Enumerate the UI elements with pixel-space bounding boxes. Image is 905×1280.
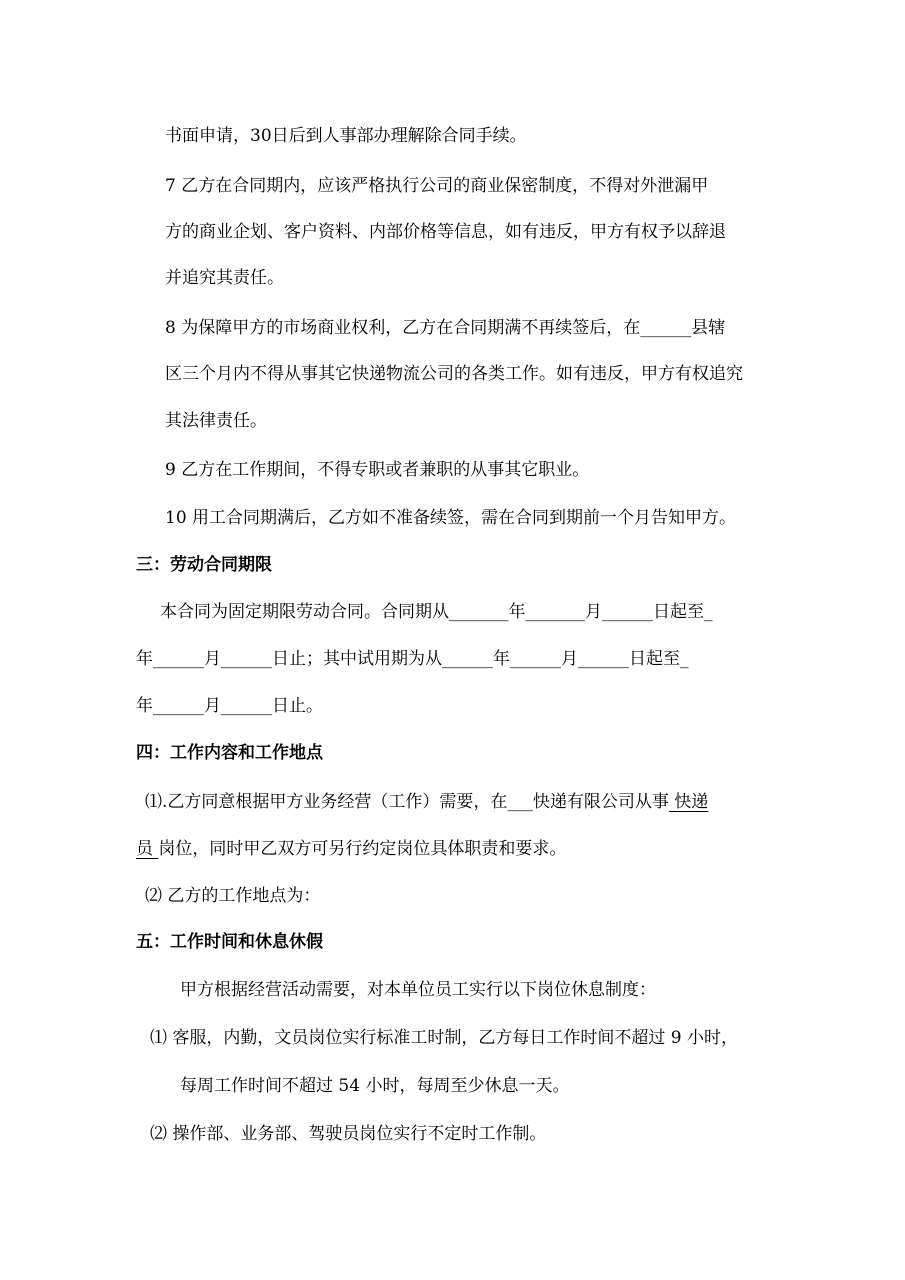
county-blank: ______ <box>640 318 692 338</box>
work-content-text: ⑴.乙方同意根据甲方业务经营（工作）需要，在___快递有限公司从事 <box>145 792 669 812</box>
section-4-heading: 四：工作内容和工作地点 <box>136 743 323 763</box>
clause-10: 10 用工合同期满后，乙方如不准备续签，需在合同到期前一个月告知甲方。 <box>165 508 737 528</box>
position-name-part-1: 快递 <box>668 792 709 812</box>
contract-term-line-1: 本合同为固定期限劳动合同。合同期从_______年_______月______日起至_ <box>160 602 713 622</box>
position-name-part-2: 员 <box>136 839 159 859</box>
county-suffix: 县辖 <box>691 318 726 338</box>
work-location: ⑵ 乙方的工作地点为： <box>145 886 321 906</box>
clause-7-line-1: 7 乙方在合同期内，应该严格执行公司的商业保密制度，不得对外泄漏甲 <box>165 176 709 196</box>
clause-6-continuation: 书面申请，30日后到人事部办理解除合同手续。 <box>165 126 527 146</box>
clause-9: 9 乙方在工作期间，不得专职或者兼职的从事其它职业。 <box>165 460 590 480</box>
section-5-heading: 五：工作时间和休息休假 <box>136 932 323 952</box>
contract-term-line-2: 年______月______日止；其中试用期为从______年______月______日起至_ <box>136 649 689 669</box>
contract-term-line-3: 年______月______日止。 <box>136 696 323 716</box>
work-content-line-1 <box>145 790 708 814</box>
clause-8-line-2: 区三个月内不得从事其它快递物流公司的各类工作。如有违反，甲方有权追究 <box>165 364 743 384</box>
flexible-hours: ⑵ 操作部、业务部、驾驶员岗位实行不定时工作制。 <box>150 1124 547 1144</box>
section-3-heading: 三：劳动合同期限 <box>136 555 272 575</box>
clause-8-line-1 <box>165 316 725 340</box>
clause-8-line-3: 其法律责任。 <box>165 411 267 431</box>
clause-7-line-2: 方的商业企划、客户资料、内部价格等信息，如有违反，甲方有权予以辞退 <box>165 222 726 242</box>
work-content-line-2 <box>136 837 566 861</box>
rest-system-intro: 甲方根据经营活动需要，对本单位员工实行以下岗位休息制度： <box>180 980 656 1000</box>
standard-hours-line-2: 每周工作时间不超过 54 小时，每周至少休息一天。 <box>180 1076 570 1096</box>
clause-8-text: 8 为保障甲方的市场商业权利，乙方在合同期满不再续签后，在 <box>165 318 641 338</box>
clause-7-line-3: 并追究其责任。 <box>165 268 284 288</box>
standard-hours-line-1: ⑴ 客服，内勤，文员岗位实行标准工时制，乙方每日工作时间不超过 9 小时， <box>150 1028 739 1048</box>
work-content-text-2: 岗位，同时甲乙双方可另行约定岗位具体职责和要求。 <box>158 839 567 859</box>
